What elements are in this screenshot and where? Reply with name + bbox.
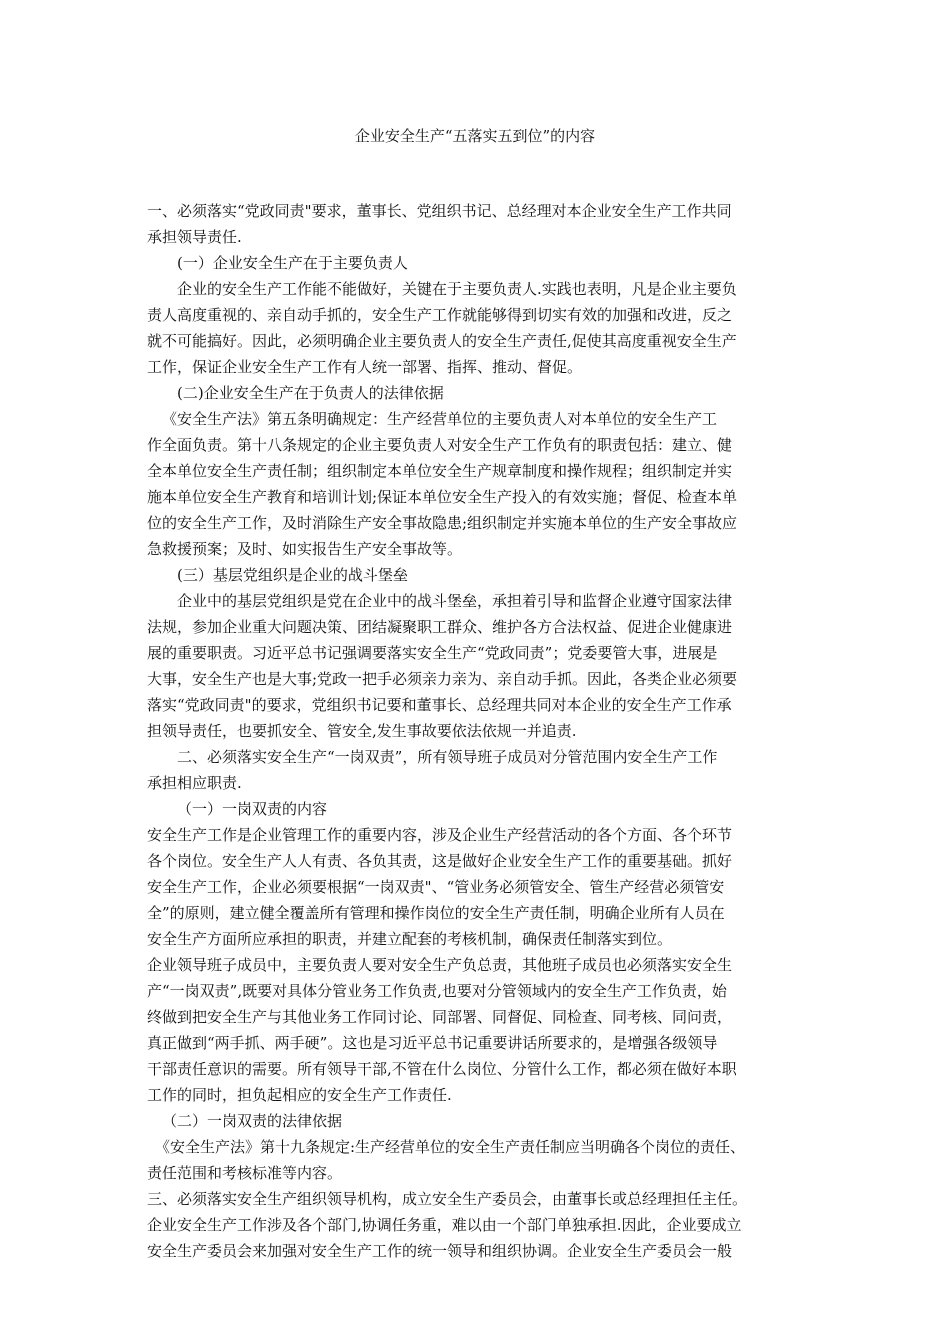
section-heading: (一）企业安全生产在于主要负责人 <box>177 254 408 272</box>
text-line: 干部责任意识的需要。所有领导干部,不管在什么岗位、分管什么工作，都必须在做好本职 <box>147 1060 737 1078</box>
section-heading: 三、必须落实安全生产组织领导机构，成立安全生产委员会，由董事长或总经理担任主任。 <box>147 1190 748 1208</box>
text-line: 安全生产方面所应承担的职责，并建立配套的考核机制，确保责任制落实到位。 <box>147 930 673 948</box>
text-line: 大事，安全生产也是大事;党政一把手必须亲力亲为、亲自动手抓。因此，各类企业必须要 <box>147 670 738 688</box>
text-line: 企业安全生产工作涉及各个部门,协调任务重，难以由一个部门单独承担.因此，企业要成立 <box>147 1216 742 1234</box>
section-heading: （二）一岗双责的法律依据 <box>162 1112 343 1130</box>
text-line: 全本单位安全生产责任制；组织制定本单位安全生产规章制度和操作规程；组织制定并实 <box>147 462 733 480</box>
text-line: 承担领导责任. <box>147 228 242 246</box>
text-line: 位的安全生产工作，及时消除生产安全事故隐患;组织制定并实施本单位的生产安全事故应 <box>147 514 738 532</box>
document-body <box>147 198 807 1264</box>
text-line: 工作，保证企业安全生产工作有人统一部署、指挥、推动、督促。 <box>147 358 583 376</box>
text-line: 《安全生产法》第十九条规定:生产经营单位的安全生产责任制应当明确各个岗位的责任、 <box>155 1138 746 1156</box>
text-line: 施本单位安全生产教育和培训计划;保证本单位安全生产投入的有效实施；督促、检查本单 <box>147 488 738 506</box>
text-line: 终做到把安全生产与其他业务工作同讨论、同部署、同督促、同检查、同考核、同问责， <box>147 1008 733 1026</box>
section-heading: (三）基层党组织是企业的战斗堡垒 <box>177 566 408 584</box>
section-heading: （一）一岗双责的内容 <box>177 800 328 818</box>
text-line: 安全生产工作，企业必须要根据“一岗双责"、“管业务必须管安全、管生产经营必须管安 <box>147 878 725 896</box>
text-line: 真正做到“两手抓、两手硬”。这也是习近平总书记重要讲话所要求的，是增强各级领导 <box>147 1034 718 1052</box>
text-line: 《安全生产法》第五条明确规定：生产经营单位的主要负责人对本单位的安全生产工 <box>162 410 718 428</box>
text-line: 落实“党政同责"的要求，党组织书记要和董事长、总经理共同对本企业的安全生产工作承 <box>147 696 732 714</box>
text-line: 急救援预案；及时、如实报告生产安全事故等。 <box>147 540 463 558</box>
text-line: 安全生产委员会来加强对安全生产工作的统一领导和组织协调。企业安全生产委员会一般 <box>147 1242 733 1260</box>
text-line: 法规，参加企业重大问题决策、团结凝聚职工群众、维护各方合法权益、促进企业健康进 <box>147 618 733 636</box>
text-line: 责人高度重视的、亲自动手抓的，安全生产工作就能够得到切实有效的加强和改进，反之 <box>147 306 733 324</box>
text-line: 一、必须落实“党政同责"要求，董事长、党组织书记、总经理对本企业安全生产工作共同 <box>147 202 732 220</box>
document-title: 企业安全生产“五落实五到位”的内容 <box>354 127 596 145</box>
text-line: 企业领导班子成员中，主要负责人要对安全生产负总责，其他班子成员也必须落实安全生 <box>147 956 733 974</box>
text-line: 企业中的基层党组织是党在企业中的战斗堡垒，承担着引导和监督企业遵守国家法律 <box>177 592 733 610</box>
section-heading: (二)企业安全生产在于负责人的法律依据 <box>177 384 444 402</box>
text-line: 就不可能搞好。因此，必须明确企业主要负责人的安全生产责任,促使其高度重视安全生产 <box>147 332 737 350</box>
text-line: 担领导责任，也要抓安全、管安全,发生事故要依法依规一并追责. <box>147 722 577 740</box>
text-line: 展的重要职责。习近平总书记强调要落实安全生产“党政同责”；党委要管大事，进展是 <box>147 644 718 662</box>
text-line: 各个岗位。安全生产人人有责、各负其责，这是做好企业安全生产工作的重要基础。抓好 <box>147 852 733 870</box>
text-line: 承担相应职责. <box>147 774 242 792</box>
text-line: 全”的原则，建立健全覆盖所有管理和操作岗位的安全生产责任制，明确企业所有人员在 <box>147 904 725 922</box>
section-heading: 二、必须落实安全生产“一岗双责”，所有领导班子成员对分管范围内安全生产工作 <box>177 748 718 766</box>
text-line: 产“一岗双责”,既要对具体分管业务工作负责,也要对分管领域内的安全生产工作负责，始 <box>147 982 727 1000</box>
text-line: 安全生产工作是企业管理工作的重要内容，涉及企业生产经营活动的各个方面、各个环节 <box>147 826 733 844</box>
text-line: 责任范围和考核标准等内容。 <box>147 1164 343 1182</box>
text-line: 工作的同时，担负起相应的安全生产工作责任. <box>147 1086 452 1104</box>
text-line: 企业的安全生产工作能不能做好，关键在于主要负责人.实践也表明，凡是企业主要负 <box>177 280 737 298</box>
text-line: 作全面负责。第十八条规定的企业主要负责人对安全生产工作负有的职责包括：建立、健 <box>147 436 733 454</box>
